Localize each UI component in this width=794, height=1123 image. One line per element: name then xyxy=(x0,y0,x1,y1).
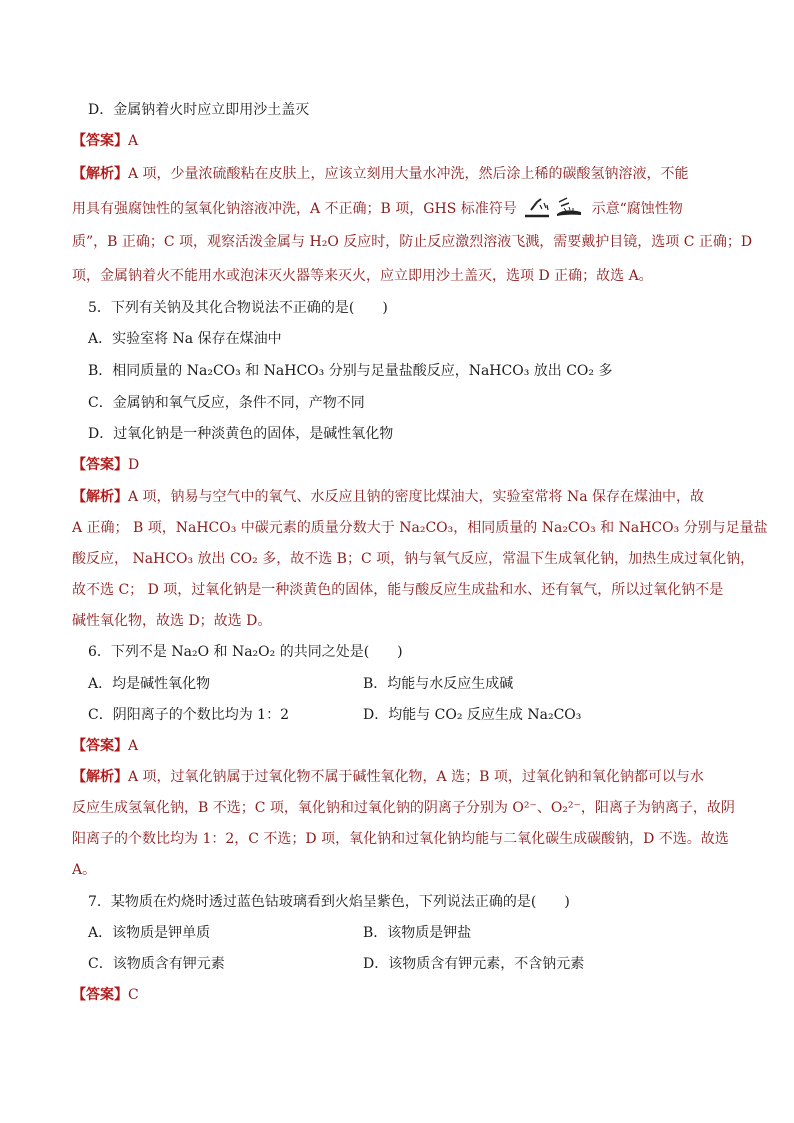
q5-stem: 5．下列有关钠及其化合物说法不正确的是( ) xyxy=(88,300,388,316)
answer-value: A xyxy=(128,738,139,754)
q6-analysis-line xyxy=(72,767,732,787)
q4-analysis-line: 质”，B 正确；C 项，观察活泼金属与 H₂O 反应时，防止反应激烈溶液飞溅，需要戴护目镜，选项 C 正确；D xyxy=(72,234,753,250)
q7-option-a: A．该物质是钾单质 xyxy=(88,925,211,941)
q6-analysis-line: A。 xyxy=(72,862,97,878)
q5-analysis-line xyxy=(72,487,732,507)
answer-tag: 【答案】 xyxy=(72,457,128,473)
q6-stem: 6．下列不是 Na₂O 和 Na₂O₂ 的共同之处是( ) xyxy=(88,644,403,660)
q6-option-a: A．均是碱性氧化物 xyxy=(88,676,211,692)
q7-options-row-2 xyxy=(88,954,748,974)
q5-answer xyxy=(72,455,732,475)
answer-value: A xyxy=(128,133,139,149)
analysis-tag: 【解析】 xyxy=(72,769,128,785)
analysis-text: A 项，钠易与空气中的氧气、水反应且钠的密度比煤油大，实验室常将 Na 保存在煤油中，故 xyxy=(128,489,705,505)
q5-option-a: A．实验室将 Na 保存在煤油中 xyxy=(88,331,282,347)
analysis-text: 示意“腐蚀性物 xyxy=(591,201,683,217)
q5-option-d: D．过氧化钠是一种淡黄色的固体，是碱性氧化物 xyxy=(88,426,394,442)
analysis-tag: 【解析】 xyxy=(72,489,128,505)
q6-answer xyxy=(72,736,732,756)
q5-analysis-line: 故不选 C； D 项，过氧化钠是一种淡黄色的固体，能与酸反应生成盐和水、还有氧气，所以过氧化钠不是 xyxy=(72,582,724,598)
q5-analysis-line: 碱性氧化物，故选 D；故选 D。 xyxy=(72,613,272,629)
q5-option-c: C．金属钠和氧气反应，条件不同，产物不同 xyxy=(88,395,365,411)
answer-tag: 【答案】 xyxy=(72,738,128,754)
q4-option-d: D．金属钠着火时应立即用沙土盖灭 xyxy=(88,102,310,118)
analysis-text: 用具有强腐蚀性的氢氧化钠溶液冲洗，A 不正确；B 项，GHS 标准符号 xyxy=(72,201,517,217)
q6-analysis-line: 反应生成氢氧化钠，B 不选；C 项，氧化钠和过氧化钠的阴离子分别为 O²⁻、O₂²⁻，阳离子为钠离子，故阴 xyxy=(72,800,735,816)
q4-analysis-line xyxy=(72,198,732,220)
q4-analysis-line xyxy=(72,164,732,184)
q5-option-b: B．相同质量的 Na₂CO₃ 和 NaHCO₃ 分别与足量盐酸反应，NaHCO₃ 放出 CO₂ 多 xyxy=(88,363,613,379)
answer-value: D xyxy=(128,457,140,473)
answer-value: C xyxy=(128,987,139,1003)
q7-option-b: B．该物质是钾盐 xyxy=(363,925,472,941)
q7-option-d: D．该物质含有钾元素，不含钠元素 xyxy=(363,956,585,972)
analysis-text: A 项，少量浓硫酸粘在皮肤上，应该立刻用大量水冲洗，然后涂上稀的碳酸氢钠溶液，不能 xyxy=(128,166,689,182)
q7-options-row-1 xyxy=(88,923,748,943)
q6-option-c: C．阴阳离子的个数比均为 1：2 xyxy=(88,707,289,723)
q6-options-row-2 xyxy=(88,705,748,725)
analysis-tag: 【解析】 xyxy=(72,166,128,182)
q6-analysis-line: 阳离子的个数比均为 1：2，C 不选；D 项，氧化钠和过氧化钠均能与二氧化碳生成碳酸钠，D 不选。故选 xyxy=(72,831,729,847)
q4-answer xyxy=(72,131,732,151)
q7-stem: 7．某物质在灼烧时透过蓝色钴玻璃看到火焰呈紫色，下列说法正确的是( ) xyxy=(88,894,570,910)
corrosive-icon xyxy=(523,196,585,218)
q4-analysis-line: 项，金属钠着火不能用水或泡沫灭火器等来灭火，应立即用沙土盖灭，选项 D 正确；故选 A。 xyxy=(72,268,653,284)
answer-tag: 【答案】 xyxy=(72,133,128,149)
q5-analysis-line: A 正确； B 项，NaHCO₃ 中碳元素的质量分数大于 Na₂CO₃，相同质量的 Na₂CO₃ 和 NaHCO₃ 分别与足量盐 xyxy=(72,520,768,536)
q5-analysis-line: 酸反应， NaHCO₃ 放出 CO₂ 多，故不选 B；C 项，钠与氧气反应，常温下生成氧化钠，加热生成过氧化钠， xyxy=(72,551,755,567)
analysis-text: A 项，过氧化钠属于过氧化物不属于碱性氧化物，A 选；B 项，过氧化钠和氧化钠都可以与水 xyxy=(128,769,704,785)
q6-option-d: D．均能与 CO₂ 反应生成 Na₂CO₃ xyxy=(363,707,582,723)
q6-options-row-1 xyxy=(88,674,748,694)
answer-tag: 【答案】 xyxy=(72,987,128,1003)
q7-answer xyxy=(72,985,732,1005)
q6-option-b: B．均能与水反应生成碱 xyxy=(363,676,514,692)
q7-option-c: C．该物质含有钾元素 xyxy=(88,956,225,972)
